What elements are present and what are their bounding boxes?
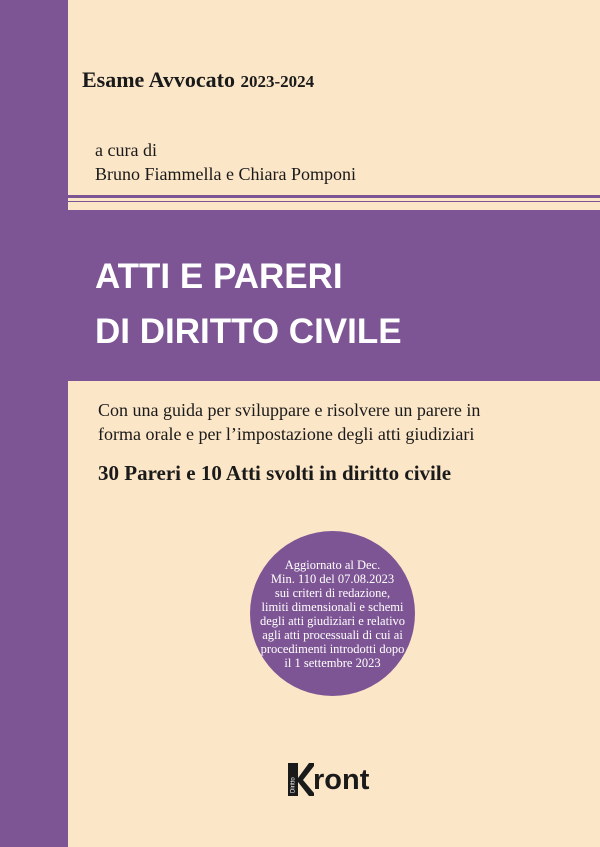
editors-intro: a cura di bbox=[95, 140, 157, 160]
book-title-line-1: ATTI E PARERI bbox=[95, 257, 343, 296]
logo-mark-text: Diritto bbox=[290, 777, 297, 793]
series-years: 2023-2024 bbox=[240, 72, 315, 91]
kront-logo-mark-icon bbox=[288, 763, 314, 796]
badge-line: il 1 settembre 2023 bbox=[284, 655, 381, 670]
divider-thick bbox=[68, 195, 600, 198]
editors-names: Bruno Fiammella e Chiara Pomponi bbox=[95, 164, 356, 184]
book-title bbox=[95, 249, 402, 359]
badge-line: limiti dimensionali e schemi bbox=[261, 599, 404, 614]
book-title-line-2: DI DIRITTO CIVILE bbox=[95, 312, 402, 351]
series-title bbox=[82, 67, 314, 93]
left-purple-band bbox=[0, 0, 68, 847]
subtitle-description bbox=[98, 398, 480, 446]
subtitle-line-2: forma orale e per l’impostazione degli atti giudiziari bbox=[98, 424, 475, 444]
badge-line: degli atti giudiziari e relativo bbox=[259, 613, 406, 628]
content-headline: 30 Pareri e 10 Atti svolti in diritto civile bbox=[98, 461, 452, 485]
subtitle-line-1: Con una guida per sviluppare e risolvere un parere in bbox=[98, 400, 481, 420]
badge-line: procedimenti introdotti dopo bbox=[260, 641, 405, 656]
badge-line: sui criteri di redazione, bbox=[274, 585, 391, 600]
badge-line: Min. 110 del 07.08.2023 bbox=[270, 571, 395, 586]
badge-line: agli atti processuali di cui ai bbox=[262, 627, 403, 642]
badge-line: Aggiornato al Dec. bbox=[284, 557, 381, 572]
title-band bbox=[0, 210, 600, 381]
update-badge bbox=[250, 531, 415, 696]
series-name: Esame Avvocato bbox=[82, 67, 235, 92]
publisher-wordmark: ront bbox=[313, 764, 370, 796]
divider-thin bbox=[68, 201, 600, 202]
publisher-logo bbox=[288, 762, 369, 796]
editors-block bbox=[95, 138, 356, 186]
